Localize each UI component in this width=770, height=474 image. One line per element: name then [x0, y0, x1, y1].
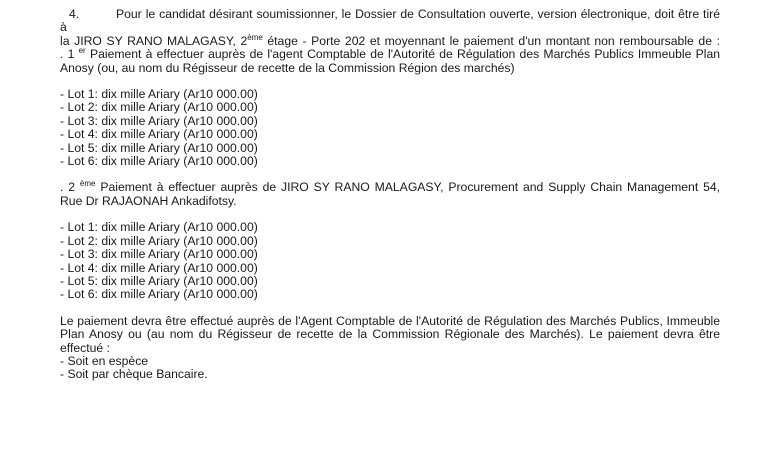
payment-1-lot-list [60, 88, 720, 168]
payment-2-prefix: . 2 [60, 180, 80, 195]
list-item: - Lot 4: dix mille Ariary (Ar10 000.00) [60, 260, 258, 275]
section-number: 4. [69, 7, 80, 21]
payment-1-superscript: er [78, 46, 86, 56]
list-item: - Lot 6: dix mille Ariary (Ar10 000.00) [60, 154, 258, 169]
section-4-text-2a: la JIRO SY RANO MALAGASY, 2 [60, 33, 248, 48]
payment-1-text-a: Paiement à effectuer auprès de l'agent Comptable de l'Autorité de Régulation des Marchés Publics Immeuble Plan [85, 47, 720, 62]
list-item: - Lot 4: dix mille Ariary (Ar10 000.00) [60, 127, 258, 142]
payment-2-lot-list [60, 221, 720, 301]
section-4-text-1: Pour le candidat désirant soumissionner, le Dossier de Consultation ouverte, version électronique, doit être tiré à [60, 7, 720, 35]
payment-2-line-1 [60, 181, 720, 194]
payment-1-line-1 [60, 48, 720, 61]
list-item: - Lot 5: dix mille Ariary (Ar10 000.00) [60, 273, 258, 288]
list-item: - Lot 1: dix mille Ariary (Ar10 000.00) [60, 87, 258, 102]
list-item: - Lot 5: dix mille Ariary (Ar10 000.00) [60, 140, 258, 155]
list-item: - Soit en espèce [60, 353, 149, 368]
list-item: - Lot 2: dix mille Ariary (Ar10 000.00) [60, 233, 258, 248]
list-item: - Lot 3: dix mille Ariary (Ar10 000.00) [60, 247, 258, 262]
payment-1-line-2: Anosy (ou, au nom du Régisseur de recette de la Commission Région des marchés) [60, 60, 515, 75]
closing-line-3: effectué : [60, 340, 110, 355]
list-item: - Lot 6: dix mille Ariary (Ar10 000.00) [60, 287, 258, 302]
payment-2-text-a: Paiement à effectuer auprès de JIRO SY RANO MALAGASY, Procurement and Supply Chain Management 54, [95, 180, 721, 195]
floor-superscript: ème [247, 32, 263, 42]
section-4-line-1 [60, 8, 720, 35]
payment-1-prefix: . 1 [60, 47, 79, 62]
list-item: - Lot 3: dix mille Ariary (Ar10 000.00) [60, 113, 258, 128]
list-item: - Lot 1: dix mille Ariary (Ar10 000.00) [60, 220, 258, 235]
payment-2-line-2: Rue Dr RAJAONAH Ankadifotsy. [60, 193, 237, 208]
list-item: - Lot 2: dix mille Ariary (Ar10 000.00) [60, 100, 258, 115]
section-4-text-2b: étage - Porte 202 et moyennant le paiement d'un montant non remboursable de : [262, 33, 720, 48]
payment-2-superscript: ème [79, 179, 96, 189]
document-page [60, 8, 720, 382]
list-item: - Soit par chèque Bancaire. [60, 367, 208, 382]
closing-line-1: Le paiement devra être effectué auprès de l'Agent Comptable de l'Autorité de Régulation des Marchés Publics, Immeuble [60, 313, 720, 328]
closing-line-2: Plan Anosy ou (au nom du Régisseur de recette de la Commission Régionale des Marchés). Le paiement devra être [60, 327, 720, 342]
